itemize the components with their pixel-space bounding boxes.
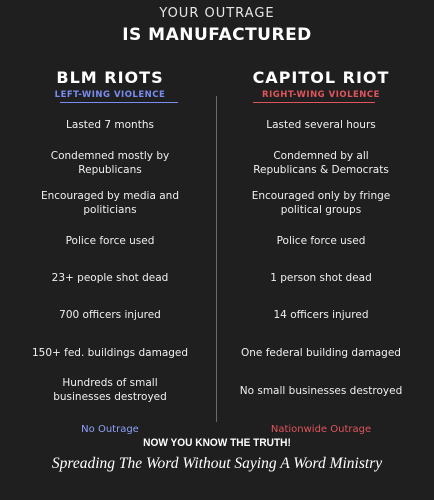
left-item: Hundreds of small businesses destroyed [53, 377, 167, 403]
right-item: No small businesses destroyed [239, 385, 403, 397]
right-item: 1 person shot dead [270, 272, 372, 284]
title-line-2: IS MANUFACTURED [122, 25, 312, 45]
right-item: Encouraged only by fringe political groups [251, 190, 391, 216]
left-footer: No Outrage [81, 424, 139, 435]
right-footer: Nationwide Outrage [270, 424, 372, 435]
left-item: Lasted 7 months [66, 119, 154, 131]
left-item: 23+ people shot dead [51, 272, 169, 284]
left-item: Encouraged by media and politicians [40, 190, 180, 216]
right-item: Police force used [276, 235, 366, 247]
truth-caption: NOW YOU KNOW THE TRUTH! [143, 437, 291, 449]
right-item: Condemned by all Republicans & Democrats [253, 150, 389, 176]
left-subheading-underline [60, 102, 178, 103]
left-item: Police force used [65, 235, 155, 247]
right-item: 14 officers injured [273, 309, 369, 321]
left-item: 700 officers injured [59, 309, 161, 321]
right-item: Lasted several hours [266, 119, 376, 131]
left-item: 150+ fed. buildings damaged [31, 347, 189, 359]
title-line-1: YOUR OUTRAGE [159, 6, 275, 21]
column-divider [216, 96, 217, 422]
right-subheading-underline [253, 102, 375, 103]
left-column-subheading: LEFT-WING VIOLENCE [54, 90, 166, 100]
ministry-caption: Spreading The Word Without Saying A Word Ministry [51, 455, 383, 472]
right-column-heading: CAPITOL RIOT [252, 68, 390, 87]
right-item: One federal building damaged [241, 347, 401, 359]
left-column-heading: BLM RIOTS [56, 68, 164, 87]
left-item: Condemned mostly by Republicans [50, 150, 170, 176]
right-column-subheading: RIGHT-WING VIOLENCE [262, 90, 380, 100]
